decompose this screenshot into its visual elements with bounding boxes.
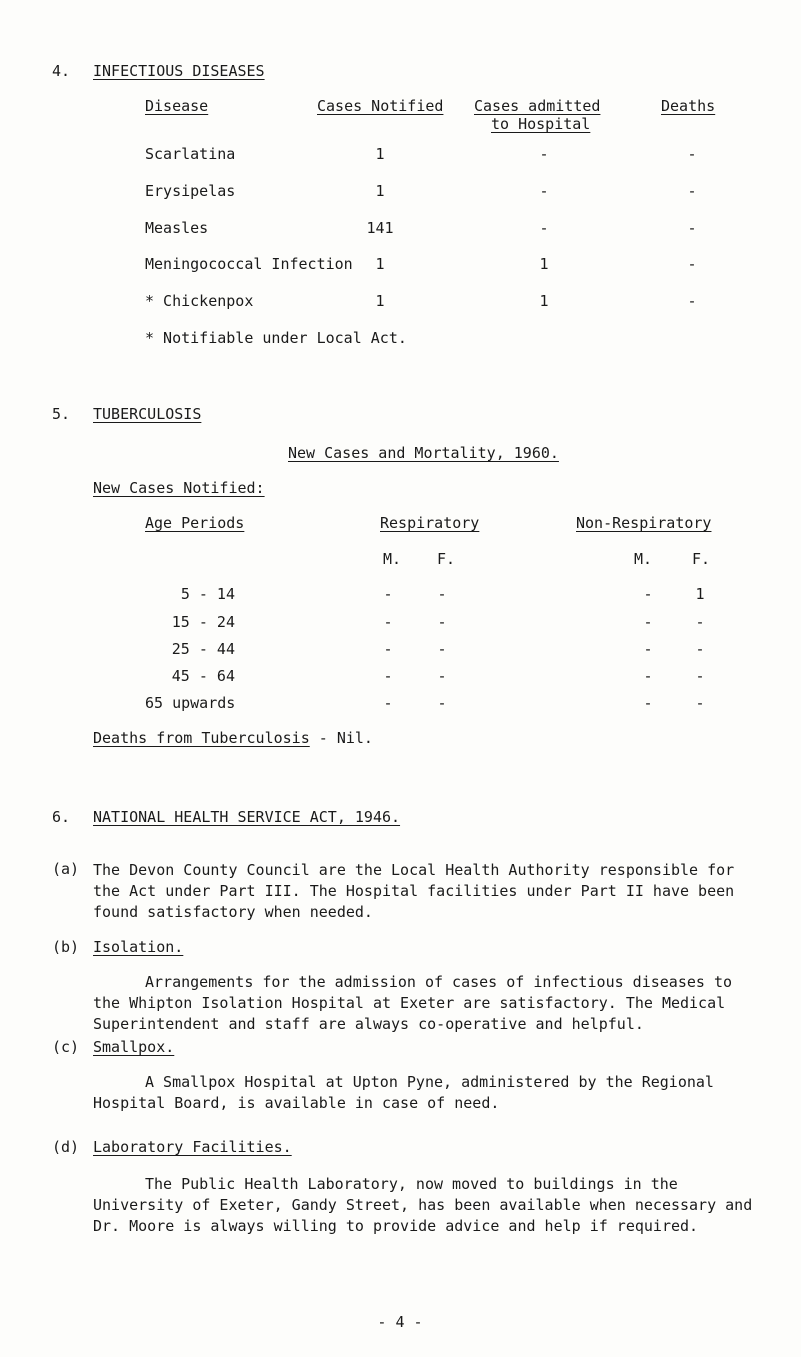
- cases-admitted: 1: [539, 292, 549, 310]
- new-cases-label: New Cases Notified:: [93, 479, 265, 497]
- cases-notified: 1: [375, 145, 385, 163]
- age-period: 45 - 64: [171, 667, 235, 685]
- col-age-periods: Age Periods: [145, 514, 245, 532]
- col-resp-f: F.: [437, 550, 456, 568]
- item-d-title: Laboratory Facilities.: [93, 1138, 292, 1156]
- age-period: 5 - 14: [180, 585, 235, 603]
- resp-f: -: [437, 585, 447, 603]
- section5-number: 5.: [52, 405, 71, 423]
- cases-admitted: -: [539, 182, 549, 200]
- col-respiratory: Respiratory: [380, 514, 480, 532]
- item-b-text: Arrangements for the admission of cases of infectious diseases to the Whipton Isolation Hospital at Exeter are satisfactory. The Medical Superintendent and staff are always co-operative and helpful.: [93, 973, 732, 1033]
- cases-notified: 1: [375, 182, 385, 200]
- page-number: - 4 -: [377, 1313, 423, 1331]
- cases-notified: 141: [366, 219, 394, 237]
- section6-heading: NATIONAL HEALTH SERVICE ACT, 1946.: [93, 808, 401, 826]
- section5-heading: TUBERCULOSIS: [93, 405, 202, 423]
- col-resp-m: M.: [383, 550, 402, 568]
- resp-m: -: [383, 667, 393, 685]
- age-period: 65 upwards: [145, 694, 236, 712]
- nonresp-f: -: [695, 613, 705, 631]
- item-a-label: (a): [52, 860, 80, 878]
- resp-m: -: [383, 585, 393, 603]
- resp-m: -: [383, 694, 393, 712]
- item-c-title: Smallpox.: [93, 1038, 175, 1056]
- tuberculosis-deaths: [93, 729, 373, 747]
- deaths: -: [687, 219, 697, 237]
- resp-f: -: [437, 640, 447, 658]
- deaths-label: Deaths from Tuberculosis: [93, 729, 310, 747]
- age-period: 15 - 24: [171, 613, 235, 631]
- resp-f: -: [437, 667, 447, 685]
- deaths-value: - Nil.: [309, 729, 373, 747]
- deaths: -: [687, 145, 697, 163]
- section5-subheading: New Cases and Mortality, 1960.: [288, 444, 559, 462]
- col-non-respiratory: Non-Respiratory: [576, 514, 712, 532]
- resp-m: -: [383, 640, 393, 658]
- nonresp-m: -: [643, 640, 653, 658]
- cases-admitted: -: [539, 145, 549, 163]
- nonresp-m: -: [643, 694, 653, 712]
- deaths: -: [687, 182, 697, 200]
- item-a-text: The Devon County Council are the Local Health Authority responsible for the Act under Part III. The Hospital facilities under Part II have been found satisfactory when needed.: [93, 861, 735, 921]
- nonresp-f: -: [695, 667, 705, 685]
- resp-f: -: [437, 613, 447, 631]
- section4-footnote: * Notifiable under Local Act.: [145, 329, 407, 347]
- item-d-text: The Public Health Laboratory, now moved to buildings in the University of Exeter, Gandy Street, has been available when necessary and Dr. Moore is always willing to provide advice and help if required.: [93, 1175, 753, 1235]
- nonresp-f: -: [695, 694, 705, 712]
- section4-number: 4.: [52, 62, 71, 80]
- nonresp-m: -: [643, 585, 653, 603]
- disease-name: Scarlatina: [145, 145, 236, 163]
- col-cases-notified: Cases Notified: [317, 97, 444, 115]
- deaths: -: [687, 255, 697, 273]
- section4-heading: INFECTIOUS DISEASES: [93, 62, 265, 80]
- item-b-label: (b): [52, 938, 80, 956]
- col-nonresp-f: F.: [692, 550, 711, 568]
- nonresp-m: -: [643, 667, 653, 685]
- disease-name: Measles: [145, 219, 209, 237]
- item-b-title: Isolation.: [93, 938, 184, 956]
- cases-notified: 1: [375, 255, 385, 273]
- disease-name: Meningococcal Infection: [145, 255, 353, 273]
- nonresp-f: 1: [695, 585, 705, 603]
- nonresp-m: -: [643, 613, 653, 631]
- nonresp-f: -: [695, 640, 705, 658]
- col-nonresp-m: M.: [634, 550, 653, 568]
- cases-admitted: 1: [539, 255, 549, 273]
- resp-m: -: [383, 613, 393, 631]
- item-c-label: (c): [52, 1038, 80, 1056]
- cases-admitted: -: [539, 219, 549, 237]
- col-cases-admitted-line2: to Hospital: [491, 115, 591, 133]
- col-disease: Disease: [145, 97, 209, 115]
- section6-number: 6.: [52, 808, 71, 826]
- disease-name: Erysipelas: [145, 182, 236, 200]
- cases-notified: 1: [375, 292, 385, 310]
- col-deaths: Deaths: [661, 97, 716, 115]
- col-cases-admitted: Cases admitted: [474, 97, 601, 115]
- deaths: -: [687, 292, 697, 310]
- resp-f: -: [437, 694, 447, 712]
- item-d-label: (d): [52, 1138, 80, 1156]
- disease-name: * Chickenpox: [145, 292, 254, 310]
- item-c-text: A Smallpox Hospital at Upton Pyne, administered by the Regional Hospital Board, is available in case of need.: [93, 1073, 714, 1112]
- age-period: 25 - 44: [171, 640, 235, 658]
